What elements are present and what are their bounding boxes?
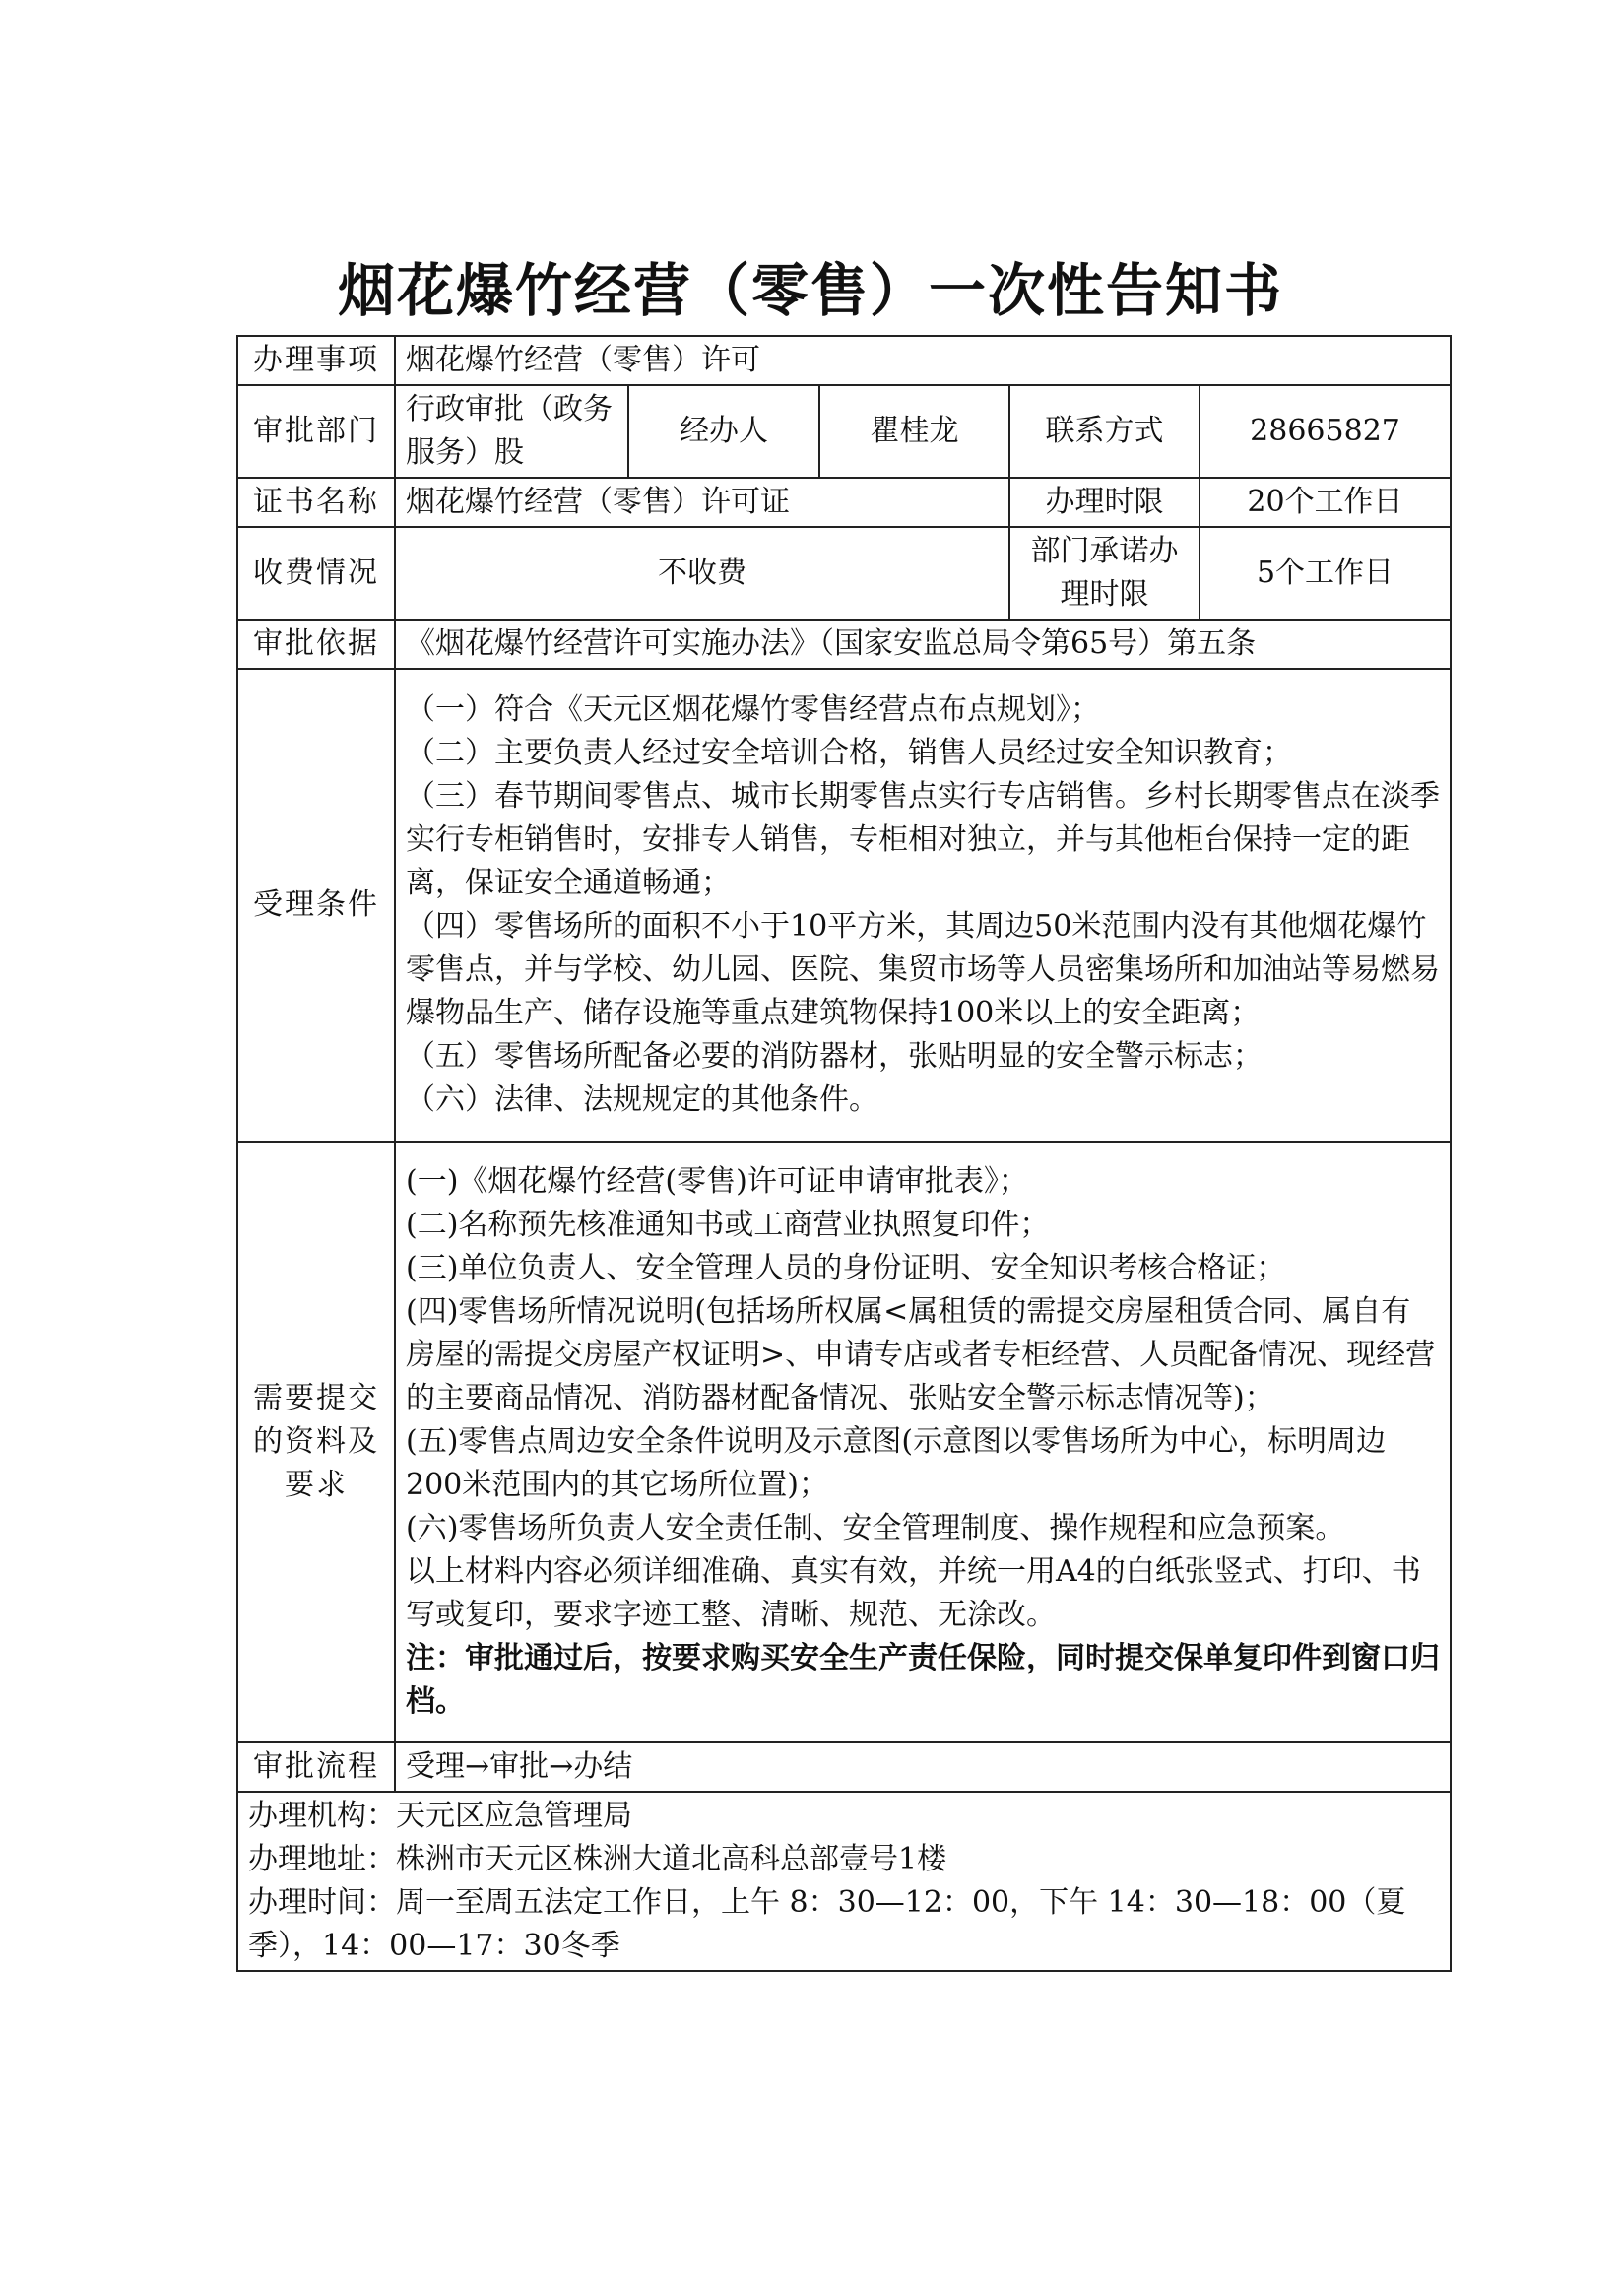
- dept-value: 行政审批（政务服务）股: [395, 385, 628, 478]
- dept-label: 审批部门: [237, 385, 395, 478]
- materials-label: 需要提交的资料及要求: [237, 1142, 395, 1742]
- row-process: [237, 1742, 1451, 1792]
- row-item: [237, 336, 1451, 385]
- page-title: 烟花爆竹经营（零售）一次性告知书: [337, 257, 1283, 324]
- footer-address: 办理地址：株洲市天元区株洲大道北高科总部壹号1楼: [248, 1842, 947, 1876]
- item-label: 办理事项: [237, 336, 395, 385]
- promise-value: 5个工作日: [1200, 527, 1451, 620]
- row-fee: [237, 527, 1451, 620]
- basis-label: 审批依据: [237, 620, 395, 669]
- condition-item: （四）零售场所的面积不小于10平方米，其周边50米范围内没有其他烟花爆竹零售点，并与学校、幼儿园、医院、集贸市场等人员密集场所和加油站等易燃易爆物品生产、储存设施等重点建筑物保持100米以上的安全距离；: [406, 909, 1440, 1030]
- conditions-content: [395, 669, 1451, 1142]
- cert-value: 烟花爆竹经营（零售）许可证: [395, 478, 1009, 527]
- condition-item: （六）法律、法规规定的其他条件。: [406, 1082, 878, 1117]
- material-item: (四)零售场所情况说明(包括场所权属<属租赁的需提交房屋租赁合同、属自有房屋的需提交房屋产权证明>、申请专店或者专柜经营、人员配备情况、现经营的主要商品情况、消防器材配备情况、张贴安全警示标志情况等)；: [406, 1294, 1436, 1415]
- fee-label: 收费情况: [237, 527, 395, 620]
- material-item: (二)名称预先核准通知书或工商营业执照复印件；: [406, 1208, 1050, 1242]
- handler-name: 瞿桂龙: [819, 385, 1009, 478]
- materials-content: [395, 1142, 1451, 1742]
- process-label: 审批流程: [237, 1742, 395, 1792]
- condition-item: （五）零售场所配备必要的消防器材，张贴明显的安全警示标志；: [406, 1039, 1263, 1074]
- conditions-label: 受理条件: [237, 669, 395, 1142]
- item-value: 烟花爆竹经营（零售）许可: [395, 336, 1451, 385]
- basis-value: 《烟花爆竹经营许可实施办法》（国家安监总局令第65号）第五条: [395, 620, 1451, 669]
- contact-label: 联系方式: [1009, 385, 1200, 478]
- limit-value: 20个工作日: [1200, 478, 1451, 527]
- promise-label: 部门承诺办理时限: [1009, 527, 1200, 620]
- fee-value: 不收费: [395, 527, 1009, 620]
- row-footer: [237, 1792, 1451, 1971]
- handler-label: 经办人: [628, 385, 819, 478]
- row-dept: [237, 385, 1451, 478]
- row-basis: [237, 620, 1451, 669]
- row-conditions: [237, 669, 1451, 1142]
- contact-phone: 28665827: [1200, 385, 1451, 478]
- material-item: (六)零售场所负责人安全责任制、安全管理制度、操作规程和应急预案。: [406, 1511, 1345, 1545]
- condition-item: （二）主要负责人经过安全培训合格，销售人员经过安全知识教育；: [406, 736, 1292, 770]
- material-item: 以上材料内容必须详细准确、真实有效，并统一用A4的白纸张竖式、打印、书写或复印，要求字迹工整、清晰、规范、无涂改。: [406, 1554, 1421, 1632]
- material-item: (一)《烟花爆竹经营(零售)许可证申请审批表》；: [406, 1164, 1028, 1199]
- row-cert: [237, 478, 1451, 527]
- condition-item: （一）符合《天元区烟花爆竹零售经营点布点规划》；: [406, 692, 1100, 727]
- limit-label: 办理时限: [1009, 478, 1200, 527]
- material-item: (三)单位负责人、安全管理人员的身份证明、安全知识考核合格证；: [406, 1251, 1286, 1285]
- footer-hours: 办理时间：周一至周五法定工作日，上午 8：30—12：00，下午 14：30—18：00（夏季），14：00—17：30冬季: [248, 1885, 1406, 1963]
- process-value: 受理→审批→办结: [395, 1742, 1451, 1792]
- materials-note: 注：审批通过后，按要求购买安全生产责任保险，同时提交保单复印件到窗口归档。: [406, 1641, 1440, 1719]
- cert-label: 证书名称: [237, 478, 395, 527]
- footer-info: [237, 1792, 1451, 1971]
- footer-agency: 办理机构：天元区应急管理局: [248, 1799, 632, 1833]
- row-materials: [237, 1142, 1451, 1742]
- notice-form-table: [236, 335, 1452, 1972]
- condition-item: （三）春节期间零售点、城市长期零售点实行专店销售。乡村长期零售点在淡季实行专柜销售时，安排专人销售，专柜相对独立，并与其他柜台保持一定的距离，保证安全通道畅通；: [406, 779, 1440, 900]
- material-item: (五)零售点周边安全条件说明及示意图(示意图以零售场所为中心，标明周边200米范围内的其它场所位置)；: [406, 1424, 1387, 1502]
